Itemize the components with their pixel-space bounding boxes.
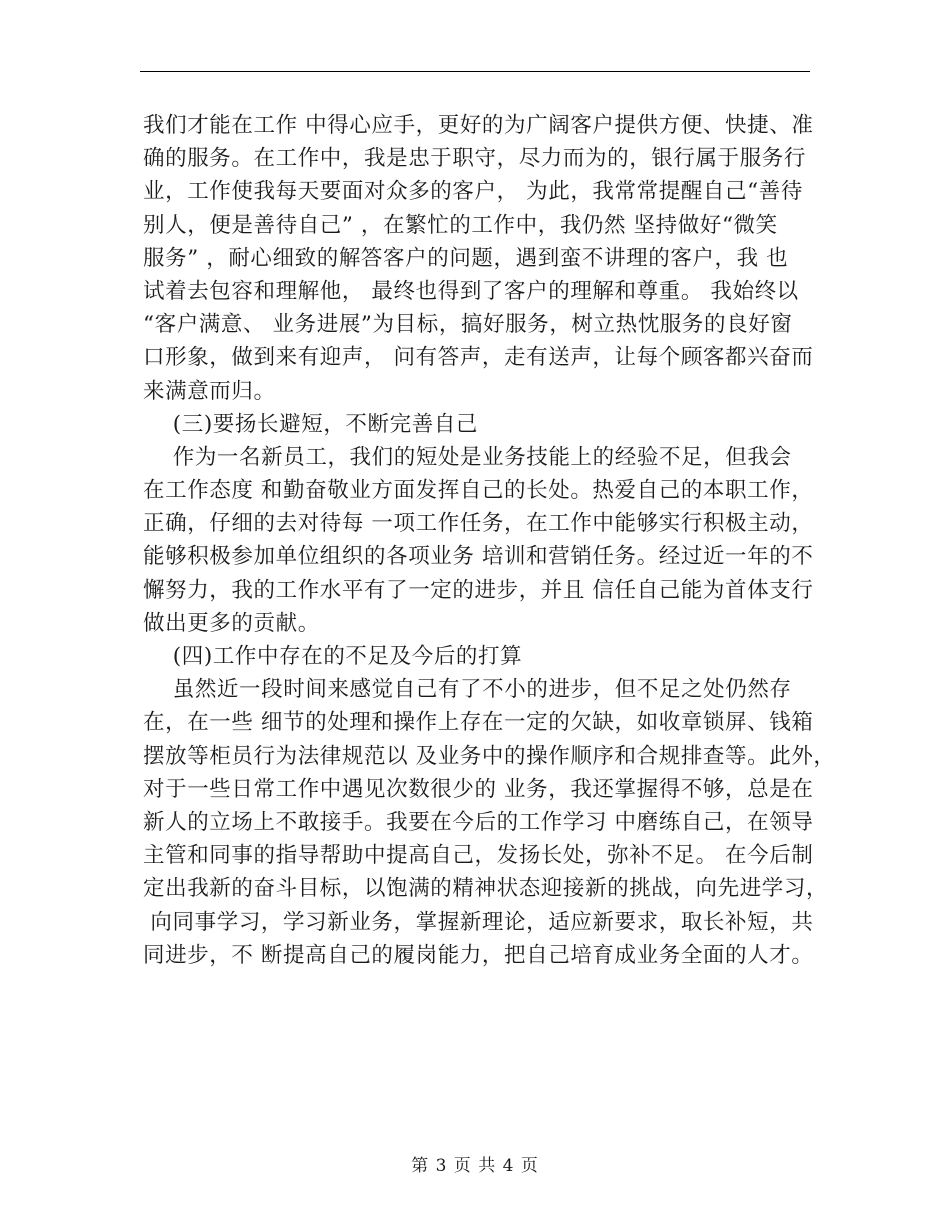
text-line: 试着去包容和理解他， 最终也得到了客户的理解和尊重。 我始终以 [143,278,799,304]
text-line: 来满意而归。 [143,378,276,404]
text-line: 确的服务。在工作中，我是忠于职守，尽力而为的，银行属于服务行 [143,146,807,172]
text-line: 别人，便是善待自己” ，在繁忙的工作中，我仍然 坚持做好“微笑 [143,212,778,238]
page-number: 第 3 页 共 4 页 [411,1156,539,1176]
section-heading: (四)工作中存在的不足及今后的打算 [143,644,523,669]
text-line: 服务” ，耐心细致的解答客户的问题，遇到蛮不讲理的客户，我 也 [143,245,789,271]
text-line: 同进步，不 断提高自己的履岗能力，把自己培育成业务全面的人才。 [143,942,814,968]
text-line: 主管和同事的指导帮助中提高自己，发扬长处，弥补不足。 在今后制 [143,843,814,869]
text-line: 新人的立场上不敢接手。我要在今后的工作学习 中磨练自己，在领导 [143,809,814,835]
text-line: 做出更多的贡献。 [143,610,320,636]
text-line: 对于一些日常工作中遇见次数很少的 业务，我还掌握得不够，总是在 [143,776,814,802]
document-body [143,109,836,972]
text-line: 业，工作使我每天要面对众多的客户， 为此，我常常提醒自己“善待 [143,179,803,205]
text-line: 懈努力，我的工作水平有了一定的进步，并且 信任自己能为首体支行 [143,577,814,603]
text-line: 我们才能在工作 中得心应手，更好的为广阔客户提供方便、快捷、准 [143,113,814,138]
text-line: 虽然近一段时间来感觉自己有了不小的进步，但不足之处仍然存 [143,677,792,703]
text-line: 作为一名新员工，我们的短处是业务技能上的经验不足，但我会 [143,444,792,470]
text-line: “客户满意、 业务进展”为目标，搞好服务，树立热忱服务的良好窗 [143,312,793,338]
text-line: 在工作态度 和勤奋敬业方面发挥自己的长处。热爱自己的本职工作， [143,478,814,504]
text-line: 定出我新的奋斗目标，以饱满的精神状态迎接新的挑战，向先进学习， [143,876,829,902]
text-line: 正确，仔细的去对待每 一项工作任务，在工作中能够实行积极主动， [143,511,814,537]
text-line: 向同事学习，学习新业务，掌握新理论，适应新要求，取长补短，共 [143,909,814,935]
text-line: 口形象，做到来有迎声， 问有答声，走有送声，让每个顾客都兴奋而 [143,345,814,371]
text-line: 摆放等柜员行为法律规范以 及业务中的操作顺序和合规排查等。此外， [143,743,836,769]
text-line: 在，在一些 细节的处理和操作上存在一定的欠缺，如收章锁屏、钱箱 [143,710,814,736]
header-rule [140,71,810,72]
section-heading: (三)要扬长避短，不断完善自己 [143,411,479,437]
text-line: 能够积极参加单位组织的各项业务 培训和营销任务。经过近一年的不 [143,544,814,570]
